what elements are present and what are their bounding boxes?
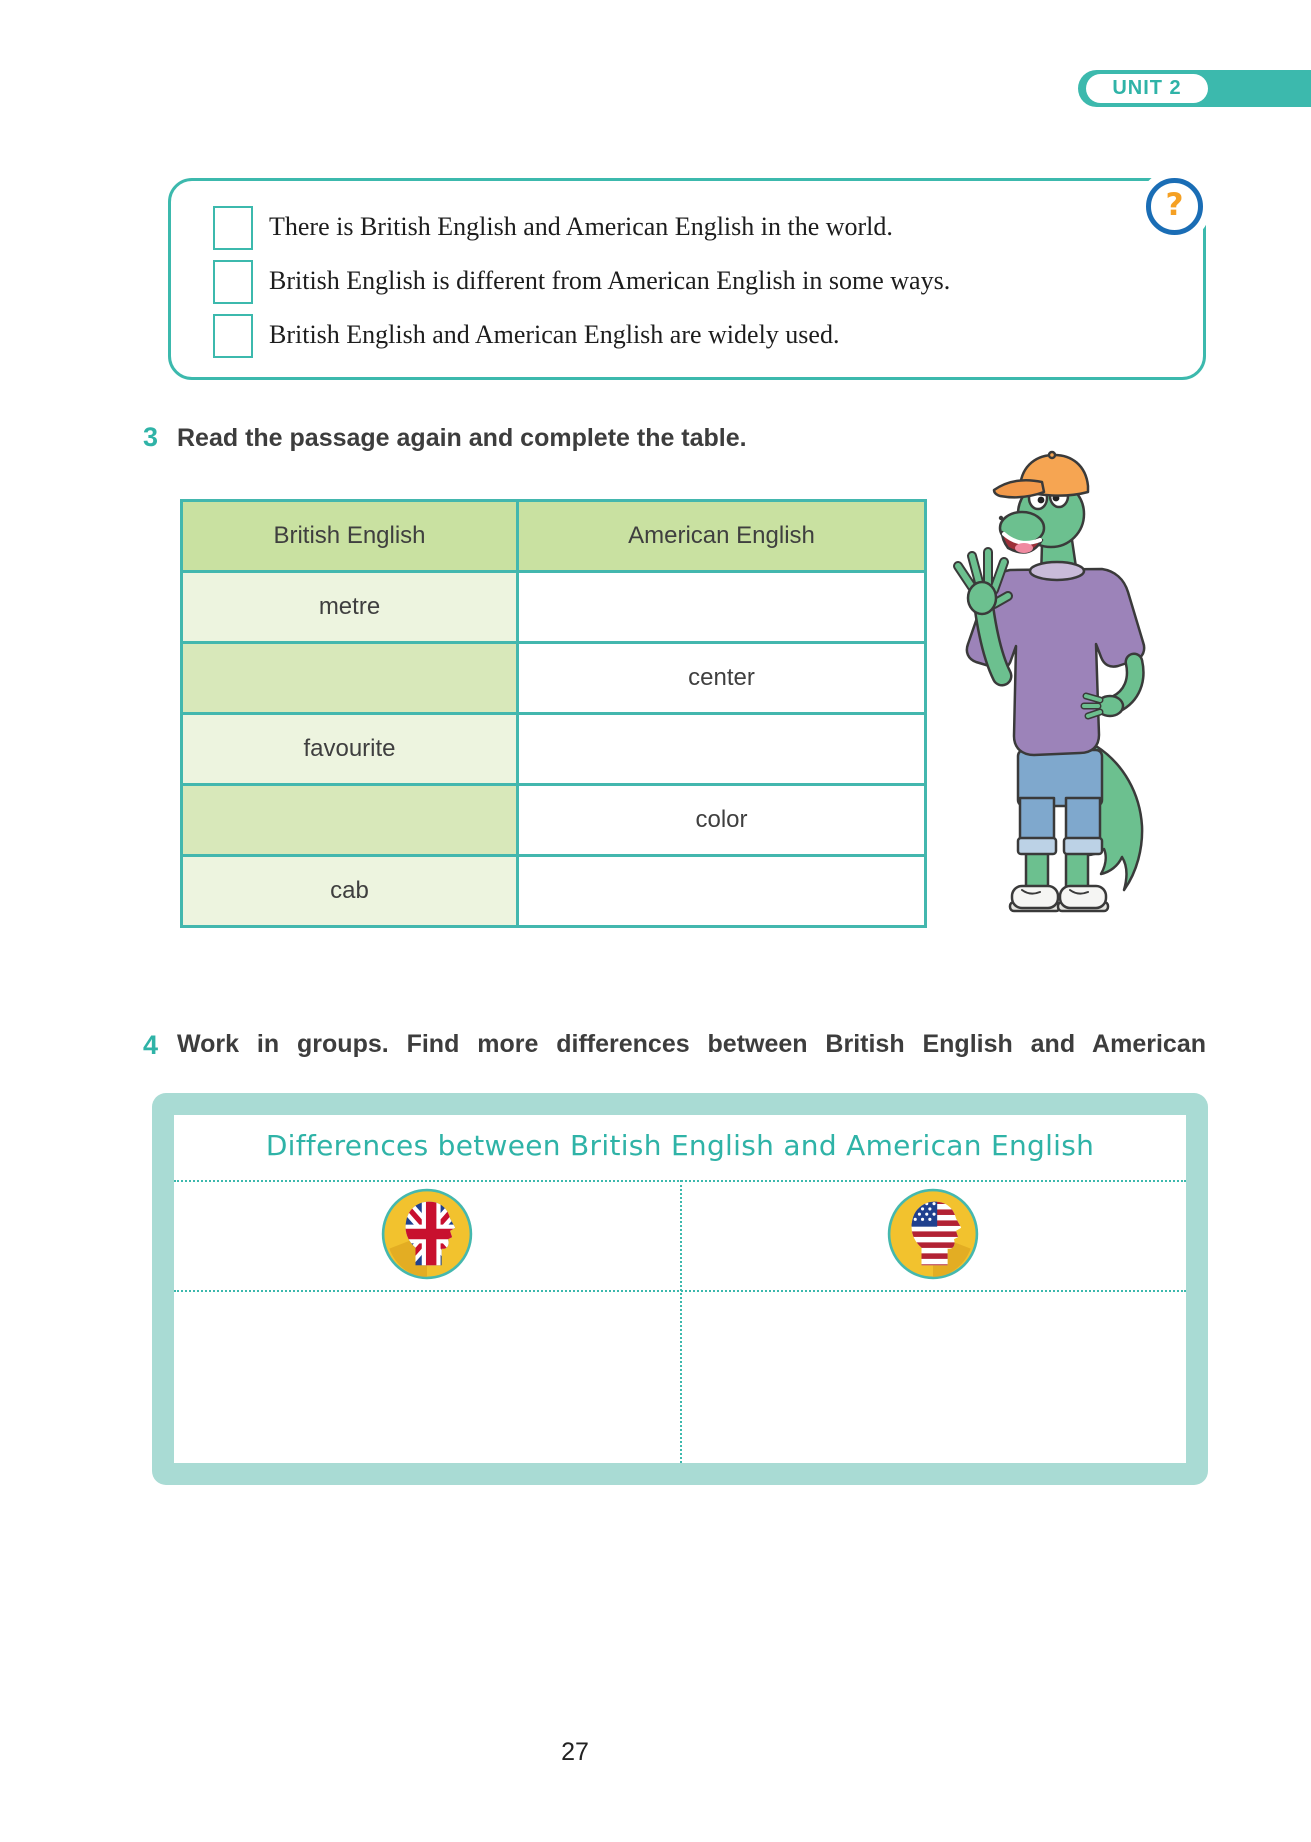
exercise4-instruction-line1: Work in groups. Find more differences between British English and American bbox=[177, 1030, 1206, 1058]
uk-flag-head-icon bbox=[381, 1188, 473, 1280]
british-american-table bbox=[180, 499, 927, 928]
mascot-dinosaur-illustration bbox=[938, 438, 1172, 914]
summary-panel bbox=[168, 178, 1206, 380]
checkbox[interactable] bbox=[213, 314, 253, 358]
unit-badge bbox=[1078, 70, 1311, 107]
summary-row bbox=[213, 255, 1203, 309]
table-row bbox=[182, 856, 926, 927]
header-british-english: British English bbox=[182, 501, 518, 572]
page-number: 27 bbox=[561, 1738, 589, 1766]
cell-american-color: color bbox=[518, 785, 926, 856]
table-row bbox=[182, 714, 926, 785]
activity-box-inner bbox=[174, 1115, 1186, 1463]
us-flag-head-icon bbox=[887, 1188, 979, 1280]
checkbox[interactable] bbox=[213, 260, 253, 304]
summary-sentence: There is British English and American English in the world. bbox=[269, 211, 893, 241]
cell-american-blank-3[interactable] bbox=[518, 856, 926, 927]
summary-row bbox=[213, 309, 1203, 363]
exercise3-instruction: Read the passage again and complete the table. bbox=[177, 424, 747, 452]
question-mark-icon: ? bbox=[1165, 187, 1184, 223]
cell-american-blank-1[interactable] bbox=[518, 572, 926, 643]
unit-badge-label: UNIT 2 bbox=[1112, 77, 1182, 99]
cell-american-center: center bbox=[518, 643, 926, 714]
cell-british-blank-2[interactable] bbox=[182, 785, 518, 856]
help-button[interactable] bbox=[1146, 178, 1203, 235]
activity-title: Differences between British English and American English bbox=[265, 1129, 1095, 1162]
activity-box bbox=[152, 1093, 1208, 1485]
cell-british-blank-1[interactable] bbox=[182, 643, 518, 714]
table-row bbox=[182, 785, 926, 856]
header-american-english: American English bbox=[518, 501, 926, 572]
exercise4-number: 4 bbox=[143, 1030, 159, 1060]
cell-british-metre: metre bbox=[182, 572, 518, 643]
summary-row bbox=[213, 201, 1203, 255]
table-row bbox=[182, 643, 926, 714]
cell-american-blank-2[interactable] bbox=[518, 714, 926, 785]
checkbox[interactable] bbox=[213, 206, 253, 250]
exercise3-heading bbox=[143, 422, 747, 453]
summary-sentence: British English and American English are widely used. bbox=[269, 319, 840, 349]
unit-badge-pill bbox=[1086, 74, 1208, 103]
cell-british-favourite: favourite bbox=[182, 714, 518, 785]
exercise3-number: 3 bbox=[143, 422, 159, 452]
summary-sentence: British English is different from American English in some ways. bbox=[269, 265, 951, 295]
cell-british-cab: cab bbox=[182, 856, 518, 927]
table-row bbox=[182, 572, 926, 643]
table-header-row bbox=[182, 501, 926, 572]
